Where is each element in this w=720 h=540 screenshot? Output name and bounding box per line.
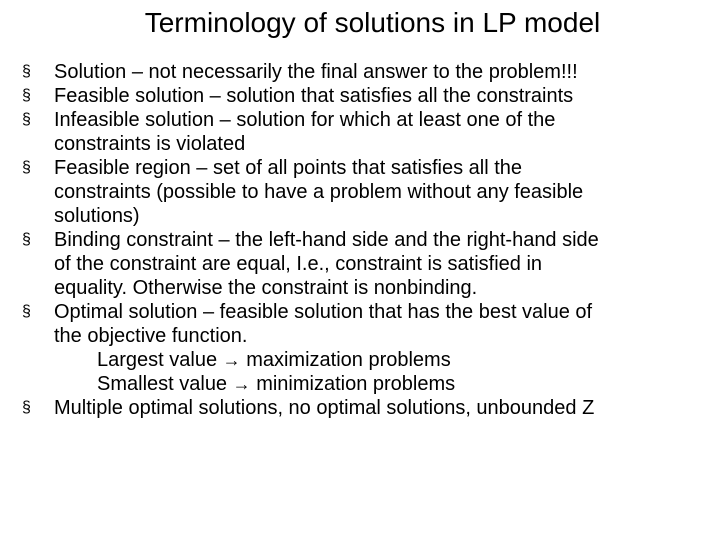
bullet-icon: § [22,399,31,416]
item-line: Binding constraint – the left-hand side and the right-hand side [54,229,599,251]
bullet-icon: § [22,231,31,248]
bullet-icon: § [22,111,31,128]
list-item [22,300,712,396]
item-line: constraints (possible to have a problem without any feasible [54,181,584,203]
list-item [22,84,712,108]
bullet-icon: § [22,63,31,80]
item-line: solutions) [54,205,140,227]
item-line: Infeasible solution – solution for which at least one of the [54,109,556,131]
sub-item-text: minimization problems [256,373,456,395]
sub-item-label: Largest value [97,349,218,371]
sub-item-label: Smallest value [97,373,228,395]
bullet-icon: § [22,303,31,320]
item-line: of the constraint are equal, I.e., constraint is satisfied in [54,253,543,275]
item-line: Optimal solution – feasible solution that has the best value of [54,301,593,323]
item-line: Multiple optimal solutions, no optimal solutions, unbounded Z [54,397,595,419]
slide-title: Terminology of solutions in LP model [144,7,601,38]
item-line: Feasible region – set of all points that satisfies all the [54,157,523,179]
list-item [22,108,712,156]
sub-item-minimization [54,372,712,396]
bullet-icon: § [22,159,31,176]
list-item [22,228,712,300]
item-line: the objective function. [54,325,248,347]
item-line: Solution – not necessarily the final answer to the problem!!! [54,61,578,83]
item-line: constraints is violated [54,133,246,155]
sub-item-maximization [54,348,712,372]
arrow-right-icon: → [232,374,251,394]
item-line: equality. Otherwise the constraint is nonbinding. [54,277,478,299]
sub-item-text: maximization problems [246,349,451,371]
arrow-right-icon: → [222,350,241,370]
list-item [22,60,712,84]
list-item [22,396,712,420]
bullet-list [22,60,712,420]
list-item [22,156,712,228]
bullet-icon: § [22,87,31,104]
item-line: Feasible solution – solution that satisfies all the constraints [54,85,574,107]
